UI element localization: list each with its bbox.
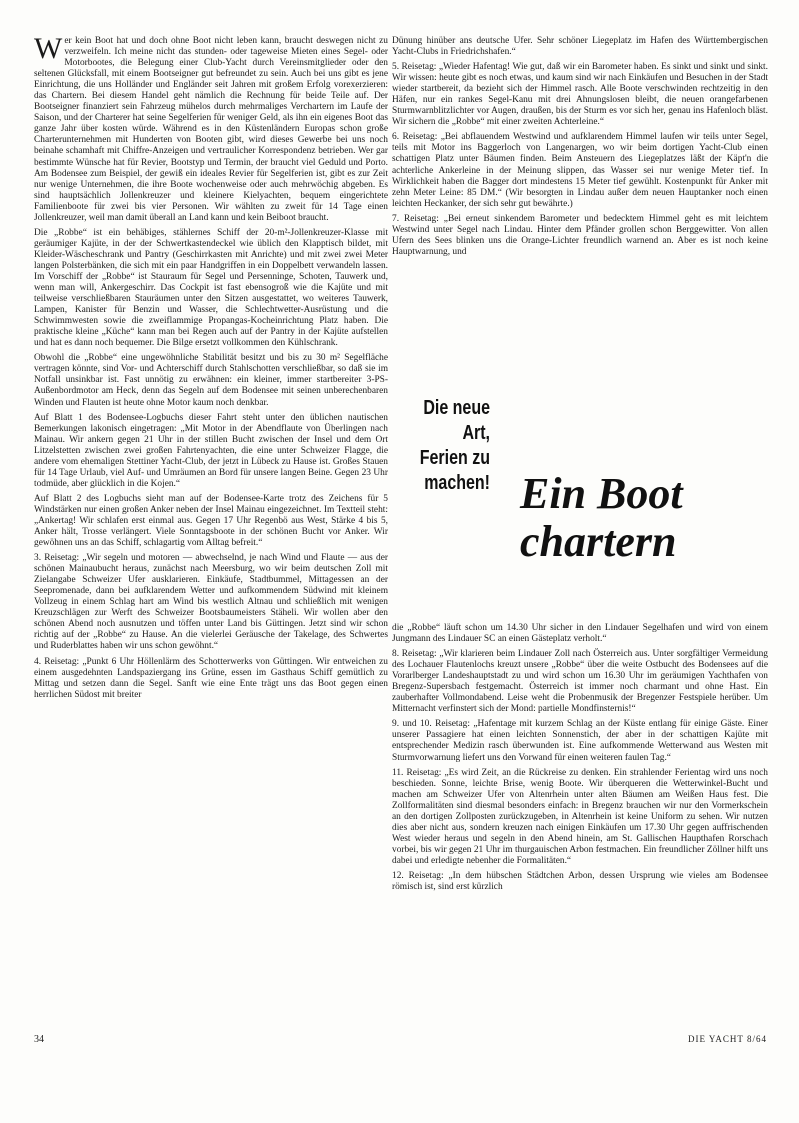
- paragraph-day6: 6. Reisetag: „Bei abflauendem Westwind und aufklarendem Himmel laufen wir teils unter Segel, teils mit Motor ins Baggerloch von Langenargen, wo wir beim dortigen Yacht-Club einen schattigen Platz unter Bäumen finden. Beim Ansteuern des Liegeplatzes läßt der Käpt'n die achterliche Ankerleine in der Meinung slippen, das Wasser sei nur wenige Meter tief. In Wirklichkeit haben die Bagger dort mindestens 15 Meter tief gewühlt. Kostenpunkt für Anker mit zehn Meter Leine: 85 DM.“ (Wir besorgten in Lindau außer dem neuen Hauptanker noch einen leichten Heckanker, der sich sehr gut bewährte.): [392, 132, 768, 209]
- article-kicker: [410, 396, 490, 496]
- paragraph-day4: 4. Reisetag: „Punkt 6 Uhr Höllenlärm des Schotterwerks von Güttingen. Wir entweichen zu einem ausgedehnten Landspaziergang ins Grüne, essen im Gasthaus Schiff gemütlich zu Mittag und setzen dann die Segel. Sanft wie eine Ente trägt uns das Boot gegen einen herrlichen Südost mit breiter: [34, 656, 388, 700]
- title-line: chartern: [520, 517, 677, 566]
- kicker-line: machen!: [424, 472, 490, 494]
- paragraph-logbook-day1: Auf Blatt 1 des Bodensee-Logbuchs dieser Fahrt steht unter den üblichen nautischen Bemerkungen lakonisch eingetragen: „Mit Motor in der Abendflaute von Überlingen nach Mainau. Wir ankern gegen 21 Uhr in der stillen Bucht zwischen der Insel und dem Ort Litzelstetten zwischen zwei großen Fahrtenyachten, die eine unter Schweizer Flagge, die andere vom ehemaligen Stettiner Yacht-Club, der jetzt in Lübeck zu Hause ist. Großes Stauen für 14 Tage Urlaub, viel Auf- und Umräumen an Bord für unsere langen Beine. Gegen 23 Uhr todmüde, aber glücklich in die Kojen.“: [34, 412, 388, 489]
- title-line: Ein Boot: [520, 469, 683, 518]
- paragraph-day5: 5. Reisetag: „Wieder Hafentag! Wie gut, daß wir ein Barometer haben. Es sinkt und sinkt und sinkt. Wir wissen: heute gibt es noch etwas, und kaum sind wir nach Einkäufen und Besuchen in der Stadt wieder startbereit, da bezieht sich der Himmel rasch. Alle Boote verschwinden rechtzeitig in den Häfen, nur ein rankes Segel-Kanu mit drei Ahnungslosen bleibt, die neuen orangefarbenen Sturmwarnblitzlichter vor Augen, draußen, bis der Sturm es vor sich her, genau ins Hafenloch bläst. Wir sichern die „Robbe“ mit einer zweiten Achterleine.“: [392, 62, 768, 128]
- paragraph-day8: 8. Reisetag: „Wir klarieren beim Lindauer Zoll nach Österreich aus. Unter sorgfältiger Vermeidung des Lochauer Flautenlochs kreuzt unsere „Robbe“ über die weite Ostbucht des Bodensees auf die Vorarlberger Landeshauptstadt zu und wird schon um 16.30 Uhr im geräumigen Yachthafen von Bregenz-Supersbach festgemacht. Österreich ist immer noch charmant und ohne Hast. Ein zauberhafter Vollmondabend. Leise weht die Probenmusik der Bregenzer Festspiele herüber. Um Mitternacht verfinstert sich der Mond: partielle Mondfinsternis!“: [392, 649, 768, 715]
- intro-paragraph: [34, 32, 388, 224]
- running-footer: DIE YACHT 8/64: [688, 1034, 767, 1044]
- page-number: 34: [34, 1034, 44, 1045]
- paragraph-robbe-description: Die „Robbe“ ist ein behäbiges, stählernes Schiff der 20-m²-Jollenkreuzer-Klasse mit geräumiger Kajüte, in der der Schwertkastendeckel wie üblich den Klapptisch bildet, mit Kleider-Wäscheschrank und Pantry (Geschirrkasten mit Anrichte) und mit zwei zwei Meter langen Polsterbänken, die sich mit ein paar Handgriffen in ein Doppelbett verwandeln lassen. Im Vorschiff der „Robbe“ ist Stauraum für Segel und Persenninge, Schoten, Tauwerk und, wenn man will, Ankergeschirr. Das Cockpit ist fast ebensogroß wie die Kajüte und mit teilweise verschließbaren Stauräumen unter den Sitzen ausgestattet, wo weiteres Tauwerk, Lampen, Kanister für Benzin und Wasser, die Schlechtwetter-Ausrüstung und die Schwimmwesten sowie die zweiflammige Propangas-Kocheinrichtung Platz haben. Die praktische kleine „Küche“ kann man bei Regen auch auf der Pantry in der Kajüte aufstellen und hat es dann noch bequemer. Die Bilge ersetzt vollkommen den Kühlschrank.: [34, 227, 388, 349]
- paragraph-day3: 3. Reisetag: „Wir segeln und motoren — abwechselnd, je nach Wind und Flaute — aus der schönen Mainaubucht heraus, zunächst nach Meersburg, wo wir beim deutschen Zoll mit Zielangabe Schweizer Ufer ausklarieren. Einkäufe, Stadtbummel, Mittagessen an der Seepromenade, dann bei aufklarendem Wetter und aufkommendem Südwind mit kleinem Vollzeug in einem Schlag hart am Wind bis westlich Altnau und schließlich mit wenigen Kreuzschlägen zur Werft des Schweizer Bootsbaumeisters Stäheli. Wir wollen aber den schönen Abend noch ausnutzen und töffen unter Land bis Güttingen. Jetzt sind wir schon richtig auf der „Robbe“ zu Hause. An die vielerlei Geräusche der Takelage, des Schwertes und Ruderblattes haben wir uns schon gewöhnt.“: [34, 553, 388, 652]
- paragraph-day4-continued: Dünung hinüber ans deutsche Ufer. Sehr schöner Liegeplatz im Hafen des Württembergischen Yacht-Clubs in Friedrichshafen.“: [392, 36, 768, 58]
- paragraph-day7-continued: die „Robbe“ läuft schon um 14.30 Uhr sicher in den Lindauer Segelhafen und wird von einem Jungmann des Lindauer SC an einen Gästeplatz verholt.“: [392, 623, 768, 645]
- kicker-line: Art,: [462, 422, 490, 444]
- paragraph-day11: 11. Reisetag: „Es wird Zeit, an die Rückreise zu denken. Ein strahlender Ferientag wird uns noch beschieden. Sonne, leichte Brise, wenig Boote. Wir überqueren die Wetterwinkel-Bucht und machen am Schweizer Ufer von Altenrhein unter alten Bäumen am Weißen Haus fest. Die Zollformalitäten sind diesmal besonders einfach: in Bregenz brauchen wir nur den Vormerkschein an den dortigen Zollposten zurückzugeben, in Altenrhein ist keine Uniform zu sehen. Wir nutzen dies aber nicht aus, sondern kreuzen nach einigen Einkäufen um 17.30 Uhr gegen auffrischenden West wieder heraus und segeln in den Abend hinein, am St. Gallischen Haupthafen Rorschach vorbei, bis wir gegen 21 Uhr im thurgauischen Arbon festmachen. Ein freundlicher Zöllner hilft uns dabei und erledigte nebenher die Formalitäten.“: [392, 767, 768, 866]
- left-column: [34, 32, 388, 705]
- paragraph-stability: Obwohl die „Robbe“ eine ungewöhnliche Stabilität besitzt und bis zu 30 m² Segelfläche vertragen könnte, sind Vor- und Achterschiff durch Stahlschotten verschließbar, so daß sie im Notfall unsinkbar ist. Fast unnötig zu erwähnen: ein kleiner, immer startbereiter 3-PS-Außenbordmotor am Heck, denn das Segeln auf dem Bodensee mit seinen unberechenbaren Winden und Flauten ist heute ohne Motor kaum noch denkbar.: [34, 353, 388, 408]
- kicker-line: Ferien zu: [419, 447, 490, 469]
- drop-cap: W: [34, 32, 63, 65]
- intro-text: er kein Boot hat und doch ohne Boot nicht leben kann, braucht deswegen nicht zu verzweifeln. Ich meine nicht das stunden- oder tageweise Mieten eines Segel- oder Motorbootes, die Belegung einer Club-Yacht durch Vereinsmitglieder oder den seltenen Glücksfall, mit einem Bootseigner gut befreundet zu sein. Auch bei uns gibt es jene Einrichtung, die uns Holländer und Engländer seit Jahren mit großem Erfolg vorexerzieren: das Chartern. Bei diesem Handel geht nämlich die Rechnung für beide Teile auf. Der Bootseigner finanziert sein Fahrzeug mühelos durch mehrmaliges Verchartern im Laufe der Saison, und der Charterer hat seine Segelferien für weniger Geld, als ihn ein eigenes Boot das ganze Jahr über kosten würde. Während es in den Küstenländern Europas schon große Charterunternehmen mit Hunderten von Booten gibt, wird dieses Gewerbe bei uns noch beinahe schamhaft mit Chiffre-Anzeigen und vertraulicher Korrespondenz betrieben. Wer gar bestimmte Wünsche hat für Revier, Bootstyp und Termin, der braucht viel Geduld und Porto. Am Bodensee zum Beispiel, der gewiß ein ideales Revier für Segelferien ist, gibt es zur Zeit nur wenige Unternehmen, die ihre Boote wochenweise oder auch mehrwöchig abgeben. Es sind hauptsächlich Jollenkreuzer und kleinere Kielyachten, bequem eingerichtete Familienboote für zwei bis vier Personen. Wir wählten zu zweit für 14 Tage einen Jollenkreuzer, weil man damit überall an Land kann und kein Beiboot braucht.: [34, 36, 388, 223]
- paragraph-day12: 12. Reisetag: „In dem hübschen Städtchen Arbon, dessen Ursprung wie vieles am Bodensee römisch ist, sind erst kürzlich: [392, 870, 768, 893]
- article-title: [520, 470, 780, 566]
- paragraph-day7: 7. Reisetag: „Bei erneut sinkendem Barometer und bedecktem Himmel geht es mit leichtem Westwind unter Segel nach Lindau. Hinter dem Pfänder grollen schon Berggewitter. Von allen Ufern des Sees blinken uns die Orange-Lichter freundlich warnend an. Aber es ist noch keine Hauptwarnung, und: [392, 213, 768, 257]
- kicker-line: Die neue: [423, 397, 490, 419]
- paragraph-day9-10: 9. und 10. Reisetag: „Hafentage mit kurzem Schlag an der Küste entlang für einige Gäste. Einer unserer Passagiere hat einen leichten Sonnenstich, der aber in der schattigen Kajüte mit entsprechender Medizin rasch überwunden ist. Eine aufkommende Wetterwand aus Westen mit Sturmvorwarnung liefert uns den Vorwand für einen weiteren faulen Tag.“: [392, 719, 768, 763]
- right-bottom-column: [392, 623, 768, 897]
- right-top-column: [392, 36, 768, 262]
- paragraph-logbook-day2: Auf Blatt 2 des Logbuchs sieht man auf der Bodensee-Karte trotz des Zeichens für 5 Windstärken nur einen großen Anker neben der Insel Mainau eingezeichnet. Im Textteil steht: „Ankertag! Wir schlafen erst einmal aus. Gegen 17 Uhr Regenbö aus West, Stärke 4 bis 5, Anker hält, Trosse verlängert. Viele Sonntagsboote in der schönen Bucht vor Anker. Wir gewöhnen uns an das Schiff, schlagartig vom Alltag befreit.“: [34, 493, 388, 549]
